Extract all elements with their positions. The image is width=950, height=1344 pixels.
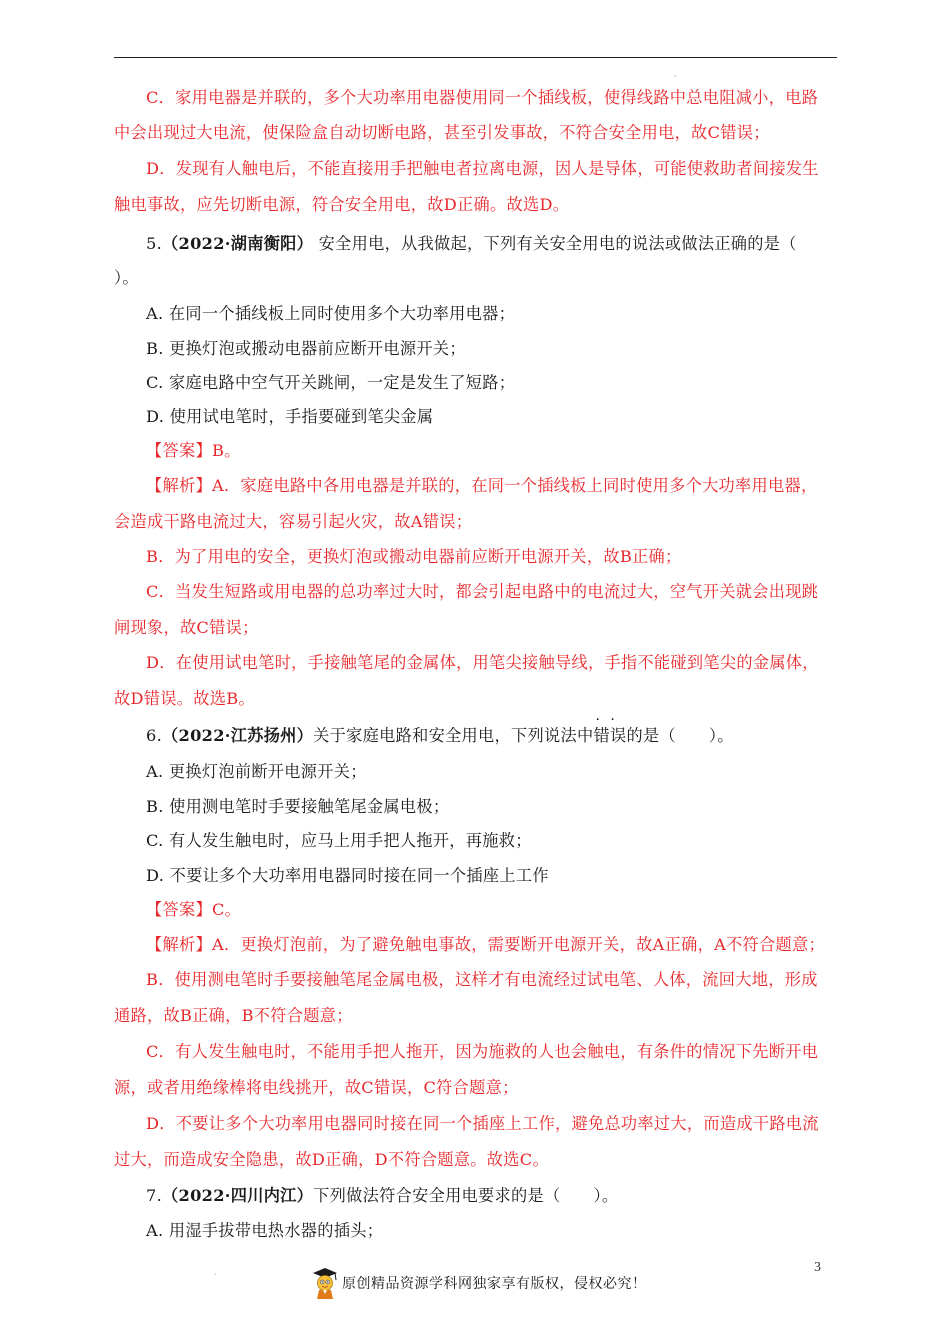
prev-explanation-d-line2: 触电事故，应先切断电源，符合安全用电，故D正确。故选D。 [114, 195, 570, 214]
question-source: （2022·四川内江） [162, 1186, 314, 1205]
question-5-stem-end: ）。 [114, 268, 139, 287]
q5-answer: 【答案】B。 [146, 441, 241, 460]
header-rule [114, 57, 837, 58]
q6-explanation-3: 通路，故B正确，B不符合题意； [114, 1006, 353, 1025]
q6-explanation-1: 【解析】A．更换灯泡前，为了避免触电事故，需要断开电源开关，故A正确，A不符合题意； [146, 935, 825, 954]
q5-explanation-2: 会造成干路电流过大，容易引起火灾，故A错误； [114, 512, 473, 531]
footer-dot: · [214, 1270, 217, 1279]
q5-explanation-4: C．当发生短路或用电器的总功率过大时，都会引起电路中的电流过大，空气开关就会出现跳 [146, 582, 819, 601]
question-number: 6. [146, 726, 163, 745]
footer [310, 1266, 647, 1300]
question-text-end: 的是（ ）。 [626, 726, 734, 745]
q5-explanation-6: D．在使用试电笔时，手接触笔尾的金属体，用笔尖接触导线，手指不能碰到笔尖的金属体， [146, 653, 819, 672]
q5-option-d: D. 使用试电笔时，手指要碰到笔尖金属 [146, 407, 434, 426]
q6-explanation-4: C．有人发生触电时，不能用手把人拖开，因为施救的人也会触电，有条件的情况下先断开电 [146, 1042, 819, 1061]
mascot-logo-icon [310, 1266, 340, 1300]
q6-explanation-7: 过大，而造成安全隐患，故D正确，D不符合题意。故选C。 [114, 1150, 549, 1169]
q5-explanation-3: B．为了用电的安全，更换灯泡或搬动电器前应断开电源开关，故B正确； [146, 547, 682, 566]
q5-explanation-5: 闸现象，故C错误； [114, 618, 259, 637]
q6-option-b: B. 使用测电笔时手要接触笔尾金属电极； [146, 797, 450, 816]
question-6-stem [146, 725, 734, 747]
q6-explanation-6: D．不要让多个大功率用电器同时接在同一个插座上工作，避免总功率过大，而造成干路电流 [146, 1114, 819, 1133]
q6-option-d: D. 不要让多个大功率用电器同时接在同一个插座上工作 [146, 866, 549, 885]
copyright-notice: 原创精品资源学科网独家享有版权，侵权必究！ [342, 1276, 647, 1292]
q5-explanation-7: 故D错误。故选B。 [114, 689, 255, 708]
page-number: 3 [814, 1260, 821, 1275]
q6-option-a: A. 更换灯泡前断开电源开关； [146, 762, 367, 781]
question-7-stem [146, 1185, 618, 1207]
question-text: 安全用电，从我做起，下列有关安全用电的说法或做法正确的是（ [313, 234, 797, 253]
q5-option-a: A. 在同一个插线板上同时使用多个大功率用电器； [146, 304, 516, 323]
header-dot: · [674, 72, 677, 81]
prev-explanation-d-line1: D．发现有人触电后，不能直接用手把触电者拉离电源，因人是导体，可能使救助者间接发生 [146, 159, 819, 178]
question-text: 关于家庭电路和安全用电，下列说法中 [313, 726, 594, 745]
q5-option-c: C. 家庭电路中空气开关跳闸，一定是发生了短路； [146, 373, 516, 392]
question-source: （2022·江苏扬州） [162, 726, 314, 745]
question-source: （2022·湖南衡阳） [162, 234, 314, 253]
question-5-stem [146, 233, 797, 255]
q5-option-b: B. 更换灯泡或搬动电器前应断开电源开关； [146, 339, 466, 358]
q6-explanation-5: 源，或者用绝缘棒将电线挑开，故C错误，C符合题意； [114, 1078, 519, 1097]
question-number: 5. [146, 234, 163, 253]
q7-option-a: A. 用湿手拔带电热水器的插头； [146, 1221, 384, 1240]
q6-answer: 【答案】C。 [146, 900, 242, 919]
prev-explanation-c-line1: C．家用电器是并联的，多个大功率用电器使用同一个插线板，使得线路中总电阻减小，电路 [146, 88, 819, 107]
prev-explanation-c-line2: 中会出现过大电流，使保险盒自动切断电路，甚至引发事故，不符合安全用电，故C错误； [114, 123, 770, 142]
q6-option-c: C. 有人发生触电时，应马上用手把人拖开，再施救； [146, 831, 532, 850]
question-number: 7. [146, 1186, 163, 1205]
q6-explanation-2: B．使用测电笔时手要接触笔尾金属电极，这样才有电流经过试电笔、人体，流回大地，形成 [146, 970, 818, 989]
question-text: 下列做法符合安全用电要求的是（ ）。 [313, 1186, 619, 1205]
q5-explanation-1: 【解析】A．家庭电路中各用电器是并联的，在同一个插线板上同时使用多个大功率用电器， [146, 476, 818, 495]
emphasis-word: · · 错误 [593, 725, 626, 747]
